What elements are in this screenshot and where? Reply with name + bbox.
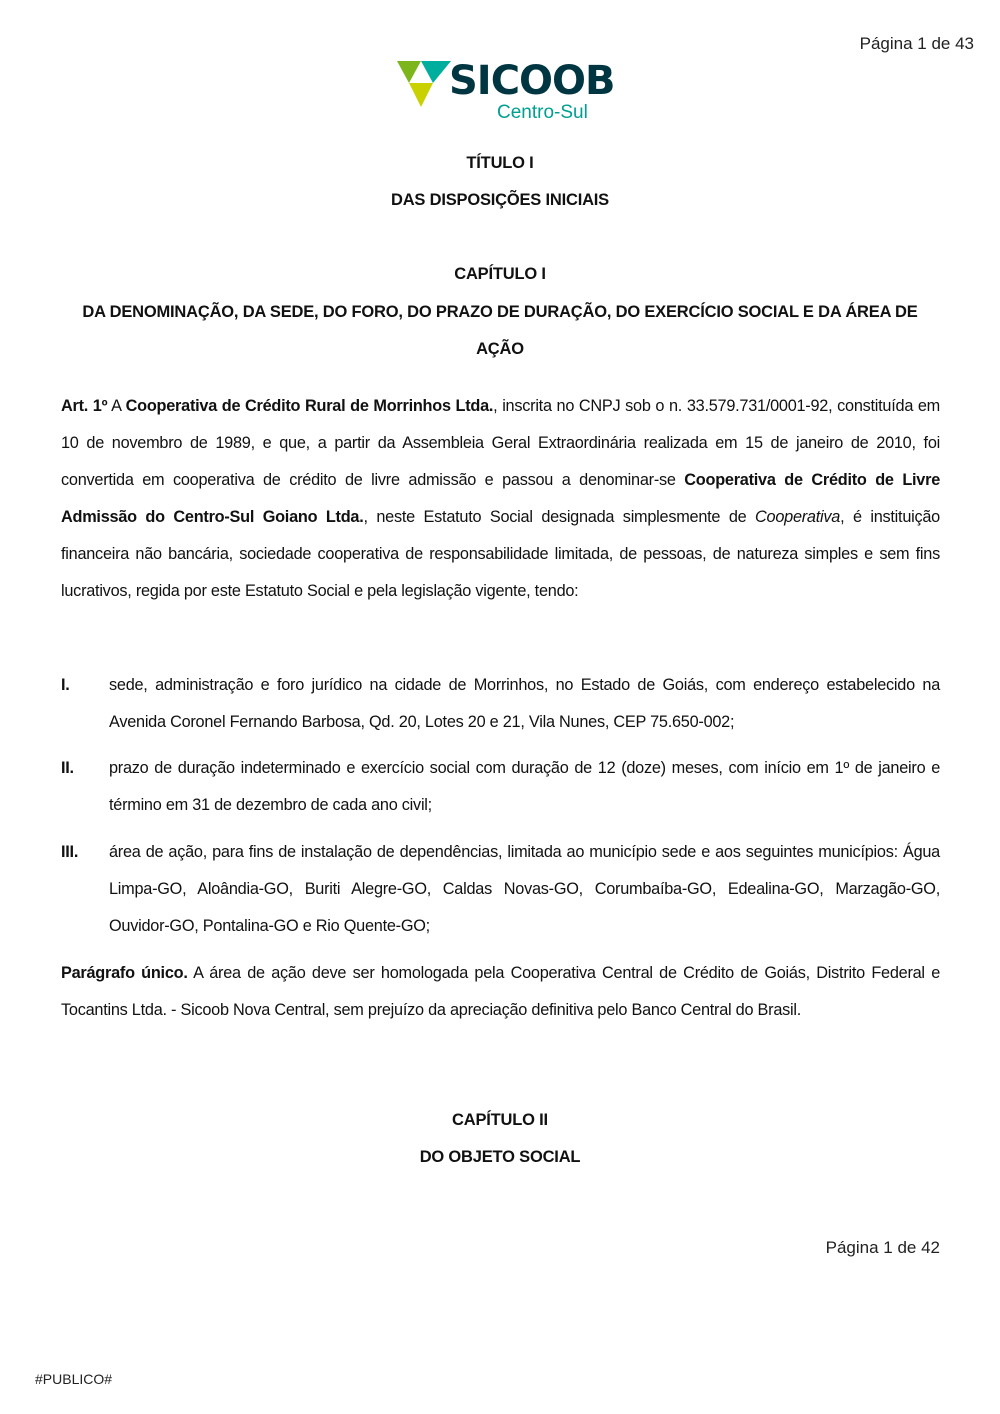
article-text: A xyxy=(107,397,126,415)
capitulo1-label: CAPÍTULO I xyxy=(454,265,546,283)
titulo-label: TÍTULO I xyxy=(466,154,534,172)
paragrafo-label: Parágrafo único. xyxy=(61,964,188,982)
entity-name-new: Cooperativa de Crédito de Livre Admissão do Centro-Sul Goiano Ltda. xyxy=(61,471,940,526)
item-text: sede, administração e foro jurídico na cidade de Morrinhos, no Estado de Goiás, com endereço estabelecido na Avenida Coronel Fernando Barbosa, Qd. 20, Lotes 20 e 21, Vila Nunes, CEP 75.650-002; xyxy=(109,676,940,731)
article-label: Art. 1º xyxy=(61,397,108,415)
logo-triangle-icon xyxy=(397,61,451,109)
capitulo2-heading: DO OBJETO SOCIAL xyxy=(419,1148,581,1166)
entity-name-old: Cooperativa de Crédito Rural de Morrinhos Ltda. xyxy=(125,397,494,415)
item-text: área de ação, para fins de instalação de dependências, limitada ao município sede e aos seguintes municípios: Água Limpa-GO, Aloândia-GO, Buriti Alegre-GO, Caldas Novas-GO, Corumbaíba-GO, Edealina-GO, Marzagão-GO, Ouvidor-GO, Pontalina-GO e Rio Quente-GO; xyxy=(109,843,940,935)
item-text: prazo de duração indeterminado e exercício social com duração de 12 (doze) meses, com início em 1º de janeiro e término em 31 de dezembro de cada ano civil; xyxy=(109,759,940,814)
page-number-header: Página 1 de 43 xyxy=(859,34,974,53)
item-number: II. xyxy=(61,759,74,777)
paragrafo-text: A área de ação deve ser homologada pela Cooperativa Central de Crédito de Goiás, Distrito Federal e Tocantins Ltda. - Sicoob Nova Central, sem prejuízo da apreciação definitiva pelo Banco Central do Brasil. xyxy=(61,964,940,1019)
article-text: , neste Estatuto Social designada simplesmente de xyxy=(363,508,756,526)
list-item xyxy=(61,667,940,741)
titulo-heading: DAS DISPOSIÇÕES INICIAIS xyxy=(391,191,609,209)
sicoob-logo xyxy=(397,58,615,126)
entity-short-name: Cooperativa xyxy=(755,508,841,526)
list-item xyxy=(61,750,940,824)
item-number: III. xyxy=(61,843,79,861)
page-number-footer: Página 1 de 42 xyxy=(825,1238,940,1257)
article-text: , inscrita no CNPJ sob o n. 33.579.731/0001-92, constituída em 10 de novembro de 1989, e que, a partir da Assembleia Geral Extraordinária realizada em 15 de janeiro de 2010, foi convertida em cooperativa de crédito de livre admissão e passou a denominar-se xyxy=(61,397,940,489)
logo-subtitle: Centro-Sul xyxy=(497,102,588,123)
article-1 xyxy=(61,388,940,610)
paragrafo-unico xyxy=(61,955,940,1029)
item-number: I. xyxy=(61,676,70,694)
logo-name: SICOOB xyxy=(449,58,615,104)
list-item xyxy=(61,834,940,945)
capitulo1-heading: DA DENOMINAÇÃO, DA SEDE, DO FORO, DO PRAZO DE DURAÇÃO, DO EXERCÍCIO SOCIAL E DA ÁREA DE AÇÃO xyxy=(82,303,918,358)
capitulo2-label: CAPÍTULO II xyxy=(452,1111,548,1129)
article-text: , é instituição financeira não bancária, sociedade cooperativa de responsabilidade limitada, de pessoas, de natureza simples e sem fins lucrativos, regida por este Estatuto Social e pela legislação vigente, tendo: xyxy=(61,508,940,600)
classification-label: #PUBLICO# xyxy=(35,1371,113,1387)
